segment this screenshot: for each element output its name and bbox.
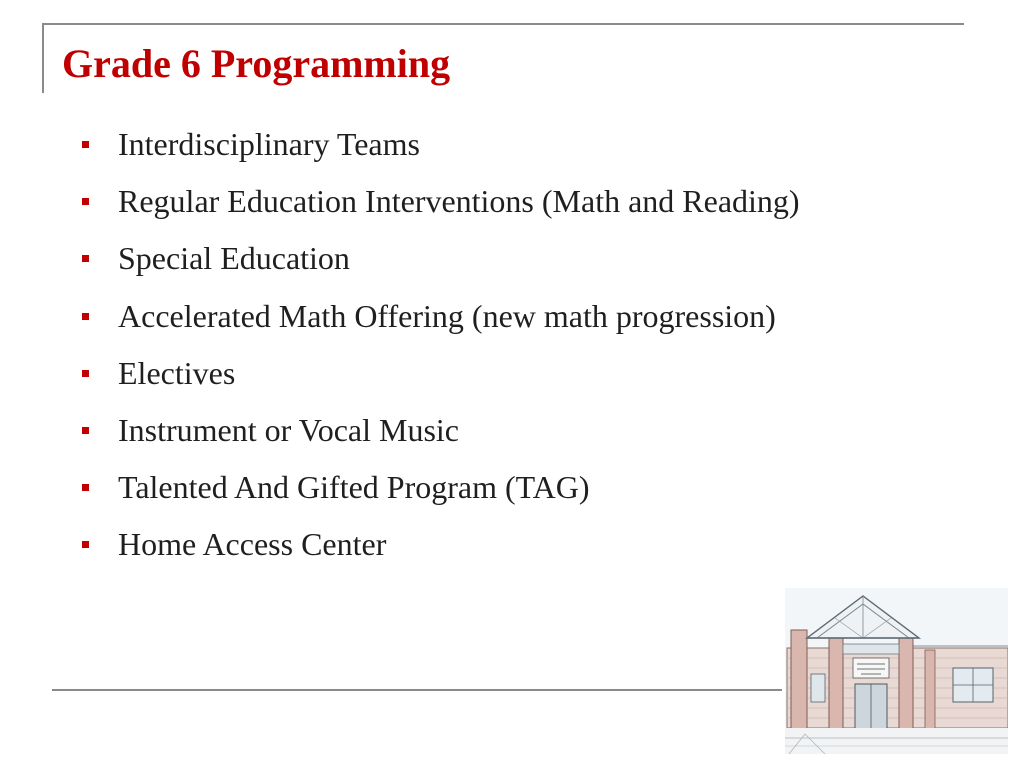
- bullet-text: Interdisciplinary Teams: [118, 126, 420, 163]
- bullet-item: [82, 230, 800, 287]
- bullet-item: [82, 116, 800, 173]
- square-bullet-icon: [82, 141, 89, 148]
- bullet-text: Accelerated Math Offering (new math progression): [118, 297, 776, 334]
- bullet-text: Instrument or Vocal Music: [118, 412, 459, 449]
- bullet-text: Talented And Gifted Program (TAG): [118, 469, 590, 506]
- square-bullet-icon: [82, 313, 89, 320]
- bullet-item: [82, 459, 800, 516]
- bullet-item: [82, 345, 800, 402]
- slide-title: Grade 6 Programming: [62, 41, 451, 86]
- square-bullet-icon: [82, 427, 89, 434]
- bullet-item: [82, 173, 800, 230]
- bullet-text: Home Access Center: [118, 526, 387, 563]
- bullet-item: [82, 288, 800, 345]
- bullet-text: Electives: [118, 354, 236, 391]
- left-rule: [42, 23, 44, 93]
- bullet-item: [82, 516, 800, 573]
- bullet-list: [82, 116, 800, 574]
- bullet-item: [82, 402, 800, 459]
- bottom-rule: [52, 689, 782, 691]
- bullet-text: Regular Education Interventions (Math and Reading): [118, 183, 800, 220]
- top-rule: [42, 23, 964, 25]
- square-bullet-icon: [82, 370, 89, 377]
- square-bullet-icon: [82, 541, 89, 548]
- school-building-sketch: [785, 588, 1008, 754]
- square-bullet-icon: [82, 198, 89, 205]
- bullet-text: Special Education: [118, 240, 350, 277]
- square-bullet-icon: [82, 255, 89, 262]
- square-bullet-icon: [82, 484, 89, 491]
